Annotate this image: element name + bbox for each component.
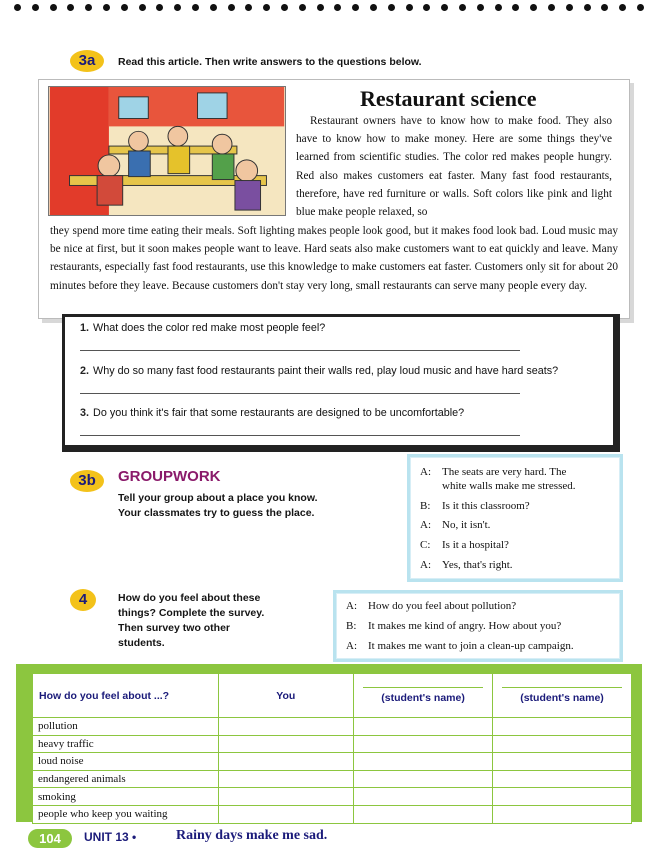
binder-dot: [352, 4, 359, 11]
binder-dot: [67, 4, 74, 11]
binder-dot: [334, 4, 341, 11]
binder-dot: [637, 4, 644, 11]
binder-dot: [566, 4, 573, 11]
binder-dot: [477, 4, 484, 11]
binder-dot: [459, 4, 466, 11]
exercise-badge-3a: 3a: [70, 50, 104, 72]
binder-dot: [281, 4, 288, 11]
binder-dot: [263, 4, 270, 11]
instruction-3a: Read this article. Then write answers to the questions below.: [118, 56, 422, 68]
binder-dot: [299, 4, 306, 11]
binder-dot: [50, 4, 57, 11]
binder-dot: [601, 4, 608, 11]
binder-dot: [441, 4, 448, 11]
unit-title: Rainy days make me sad.: [176, 828, 328, 843]
binder-dot: [548, 4, 555, 11]
answer-line-1[interactable]: [80, 350, 520, 351]
binder-dot: [85, 4, 92, 11]
question-1: 1. What does the color red make most people feel?: [80, 322, 326, 334]
table-row: endangered animals: [33, 770, 632, 788]
dialog-line: A: The seats are very hard. The: [420, 466, 567, 478]
table-row: heavy traffic: [33, 735, 632, 753]
dialog-line: A: Yes, that's right.: [420, 559, 513, 571]
table-row: smoking: [33, 788, 632, 806]
binder-dot: [121, 4, 128, 11]
binder-dot: [103, 4, 110, 11]
binder-dot: [245, 4, 252, 11]
instruction-3b-line1: Tell your group about a place you know.: [118, 492, 318, 504]
binder-dot: [388, 4, 395, 11]
binder-dot: [406, 4, 413, 11]
article-paragraph-bottom: they spend more time eating their meals. Soft lighting makes people look good, but it makes food look bad. Loud music may be nice at first, but it soon makes people want to leave. Hard seats also make customers want to eat quickly and leave. Many restaurants, especially fast food restaurants, use this knowledge to make customers eat faster. Customers only sit for about 20 minutes before they leave. Because customers don't stay very long, small restaurants can serve many people every day.: [50, 225, 618, 292]
questions-box: [62, 314, 620, 452]
exercise-badge-4: 4: [70, 589, 96, 611]
dialog-line: B: It makes me kind of angry. How about you?: [346, 620, 562, 632]
dialog-line: A: No, it isn't.: [420, 519, 491, 531]
table-row: pollution: [33, 718, 632, 736]
exercise-badge-3b: 3b: [70, 470, 104, 492]
binder-dot: [14, 4, 21, 11]
instruction-4-line4: students.: [118, 637, 165, 649]
binder-dot: [228, 4, 235, 11]
survey-header-row: [33, 674, 632, 718]
question-2: 2. Why do so many fast food restaurants paint their walls red, play loud music and have hard seats?: [80, 365, 559, 377]
binder-dot: [512, 4, 519, 11]
dialog-line: white walls make me stressed.: [442, 480, 576, 492]
binder-dot: [156, 4, 163, 11]
binder-dot: [584, 4, 591, 11]
binder-dots: [14, 4, 644, 16]
binder-dot: [139, 4, 146, 11]
dialog-line: A: It makes me want to join a clean-up campaign.: [346, 640, 574, 652]
restaurant-illustration: [48, 86, 286, 216]
binder-dot: [317, 4, 324, 11]
survey-header-student-1: (student's name): [354, 674, 493, 718]
binder-dot: [423, 4, 430, 11]
binder-dot: [32, 4, 39, 11]
page-number: 104: [28, 829, 72, 848]
binder-dot: [495, 4, 502, 11]
binder-dot: [192, 4, 199, 11]
table-row: people who keep you waiting: [33, 805, 632, 823]
dialog-line: A: How do you feel about pollution?: [346, 600, 517, 612]
instruction-4-line1: How do you feel about these: [118, 592, 261, 604]
instruction-4-line2: things? Complete the survey.: [118, 607, 265, 619]
instruction-4-line3: Then survey two other: [118, 622, 231, 634]
table-row: loud noise: [33, 753, 632, 771]
question-3: 3. Do you think it's fair that some restaurants are designed to be uncomfortable?: [80, 407, 465, 419]
groupwork-heading: GROUPWORK: [118, 468, 221, 485]
unit-label: UNIT 13 •: [84, 830, 137, 844]
binder-dot: [619, 4, 626, 11]
binder-dot: [174, 4, 181, 11]
survey-table: [32, 673, 632, 824]
binder-dot: [210, 4, 217, 11]
article-title: Restaurant science: [360, 86, 537, 111]
dialog-line: B: Is it this classroom?: [420, 500, 530, 512]
binder-dot: [370, 4, 377, 11]
dialog-line: C: Is it a hospital?: [420, 539, 509, 551]
article-paragraph-top: Restaurant owners have to know how to make food. They also have to know how to make money. Here are some things they've learned from scientific studies. The color red makes people hungry. Red also makes customers eat faster. Many fast food restaurants, therefore, have red furniture or walls. Soft colors like pink and light blue make people relaxed, so: [296, 115, 612, 219]
binder-dot: [530, 4, 537, 11]
survey-header-topic: How do you feel about ...?: [33, 674, 219, 718]
survey-header-student-2: (student's name): [493, 674, 632, 718]
survey-header-you: You: [218, 674, 354, 718]
answer-line-3[interactable]: [80, 435, 520, 436]
answer-line-2[interactable]: [80, 393, 520, 394]
instruction-3b-line2: Your classmates try to guess the place.: [118, 507, 315, 519]
